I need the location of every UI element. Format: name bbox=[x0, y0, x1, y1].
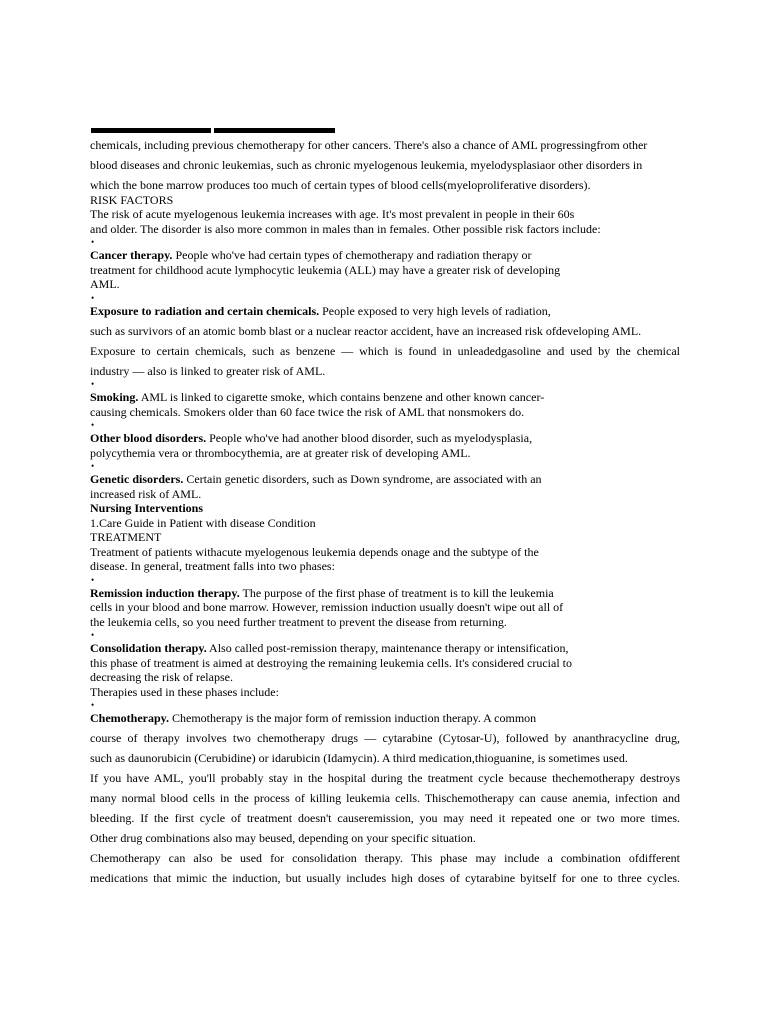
bullet-marker: • bbox=[91, 700, 95, 710]
chemo-line: Chemotherapy. Chemotherapy is the major form of remission induction therapy. A common bbox=[90, 711, 537, 725]
bullet-marker: • bbox=[91, 292, 95, 303]
cancer-therapy-line: Cancer therapy. People who've had certain types of chemotherapy and radiation therapy or bbox=[90, 248, 532, 262]
chemo-line: course of therapy involves two chemotherapy drugs — cytarabine (Cytosar-U), followed by ananthracycline drug, bbox=[90, 731, 680, 745]
exposure-line: industry — also is linked to greater risk of AML. bbox=[90, 363, 326, 378]
remission-title: Remission induction therapy. bbox=[90, 585, 240, 600]
chemo-line: If you have AML, you'll probably stay in the hospital during the treatment cycle because thechemotherapy destroys bbox=[90, 771, 680, 785]
exposure-line: Exposure to certain chemicals, such as benzene — which is found in unleadedgasoline and used by the chemical bbox=[90, 343, 680, 358]
exposure-line: Exposure to radiation and certain chemicals. People exposed to very high levels of radiation, bbox=[90, 303, 551, 318]
intro-line: chemicals, including previous chemotherapy for other cancers. There's also a chance of AML progressingfrom other bbox=[90, 138, 648, 152]
risk-factors-heading: RISK FACTORS bbox=[90, 192, 174, 207]
treatment-heading: TREATMENT bbox=[90, 530, 162, 544]
treatment-intro-line: Treatment of patients withacute myelogenous leukemia depends onage and the subtype of the bbox=[90, 544, 539, 559]
bullet-marker: • bbox=[91, 630, 95, 640]
treatment-intro-line: disease. In general, treatment falls into two phases: bbox=[90, 559, 335, 573]
consolidation-line: this phase of treatment is aimed at destroying the remaining leukemia cells. It's considered crucial to bbox=[90, 655, 573, 670]
header-redaction-bar bbox=[214, 128, 335, 133]
exposure-line: such as survivors of an atomic bomb blast or a nuclear reactor accident, have an increased risk ofdeveloping AML. bbox=[90, 323, 642, 338]
smoking-line: Smoking. AML is linked to cigarette smoke, which contains benzene and other known cancer- bbox=[90, 390, 545, 404]
chemo-line: many normal blood cells in the process of killing leukemia cells. Thischemotherapy can cause anemia, infection and bbox=[90, 791, 680, 805]
care-guide-line: 1.Care Guide in Patient with disease Condition bbox=[90, 515, 316, 530]
other-blood-title: Other blood disorders. bbox=[90, 431, 207, 445]
bullet-marker: • bbox=[91, 237, 95, 247]
remission-line: Remission induction therapy. The purpose of the first phase of treatment is to kill the leukemia bbox=[90, 585, 554, 600]
bullet-marker: • bbox=[91, 379, 95, 389]
exposure-title: Exposure to radiation and certain chemicals. bbox=[90, 303, 320, 318]
consolidation-title: Consolidation therapy. bbox=[90, 641, 207, 655]
chemo-line: medications that mimic the induction, but usually includes high doses of cytarabine byitself for one to three cycles. bbox=[90, 871, 680, 885]
consolidation-line: Consolidation therapy. Also called post-remission therapy, maintenance therapy or intensification, bbox=[90, 641, 569, 655]
chemo-line: Other drug combinations also may beused, depending on your specific situation. bbox=[90, 831, 476, 845]
risk-intro-line: and older. The disorder is also more common in males than in females. Other possible risk factors include: bbox=[90, 221, 601, 236]
smoking-line: causing chemicals. Smokers older than 60 face twice the risk of AML that nonsmokers do. bbox=[90, 404, 525, 419]
cancer-therapy-title: Cancer therapy. bbox=[90, 248, 173, 262]
cancer-therapy-line: AML. bbox=[90, 277, 120, 291]
document-page bbox=[90, 134, 680, 886]
other-blood-line: polycythemia vera or thrombocythemia, are at greater risk of developing AML. bbox=[90, 445, 471, 460]
risk-intro-line: The risk of acute myelogenous leukemia increases with age. It's most prevalent in people in their 60s bbox=[90, 207, 575, 221]
therapies-intro-line: Therapies used in these phases include: bbox=[90, 684, 279, 699]
consolidation-line: decreasing the risk of relapse. bbox=[90, 670, 233, 684]
remission-line: cells in your blood and bone marrow. However, remission induction usually doesn't wipe out all of bbox=[90, 600, 564, 614]
cancer-therapy-line: treatment for childhood acute lymphocytic leukemia (ALL) may have a greater risk of developing bbox=[90, 262, 561, 277]
genetic-line: Genetic disorders. Certain genetic disorders, such as Down syndrome, are associated with an bbox=[90, 472, 542, 486]
chemo-line: Chemotherapy can also be used for consolidation therapy. This phase may include a combination ofdifferent bbox=[90, 851, 680, 865]
remission-line: the leukemia cells, so you need further treatment to prevent the disease from returning. bbox=[90, 614, 507, 629]
chemo-title: Chemotherapy. bbox=[90, 711, 169, 725]
bullet-marker: • bbox=[91, 574, 95, 585]
intro-line: blood diseases and chronic leukemias, such as chronic myelogenous leukemia, myelodysplasiaor other disorders in bbox=[90, 158, 643, 172]
header-redaction-bar bbox=[91, 128, 211, 133]
chemo-line: bleeding. If the first cycle of treatment doesn't causeremission, you may need it repeated one or two more times. bbox=[90, 811, 680, 825]
intro-line: which the bone marrow produces too much of certain types of blood cells(myeloproliferative disorders). bbox=[90, 178, 591, 192]
smoking-title: Smoking. bbox=[90, 390, 139, 404]
genetic-title: Genetic disorders. bbox=[90, 472, 184, 486]
nursing-interventions-heading: Nursing Interventions bbox=[90, 501, 204, 515]
other-blood-line: Other blood disorders. People who've had another blood disorder, such as myelodysplasia, bbox=[90, 431, 533, 445]
chemo-line: such as daunorubicin (Cerubidine) or idarubicin (Idamycin). A third medication,thioguanine, is sometimes used. bbox=[90, 751, 628, 765]
bullet-marker: • bbox=[91, 461, 95, 471]
bullet-marker: • bbox=[91, 420, 95, 430]
genetic-line: increased risk of AML. bbox=[90, 486, 202, 501]
